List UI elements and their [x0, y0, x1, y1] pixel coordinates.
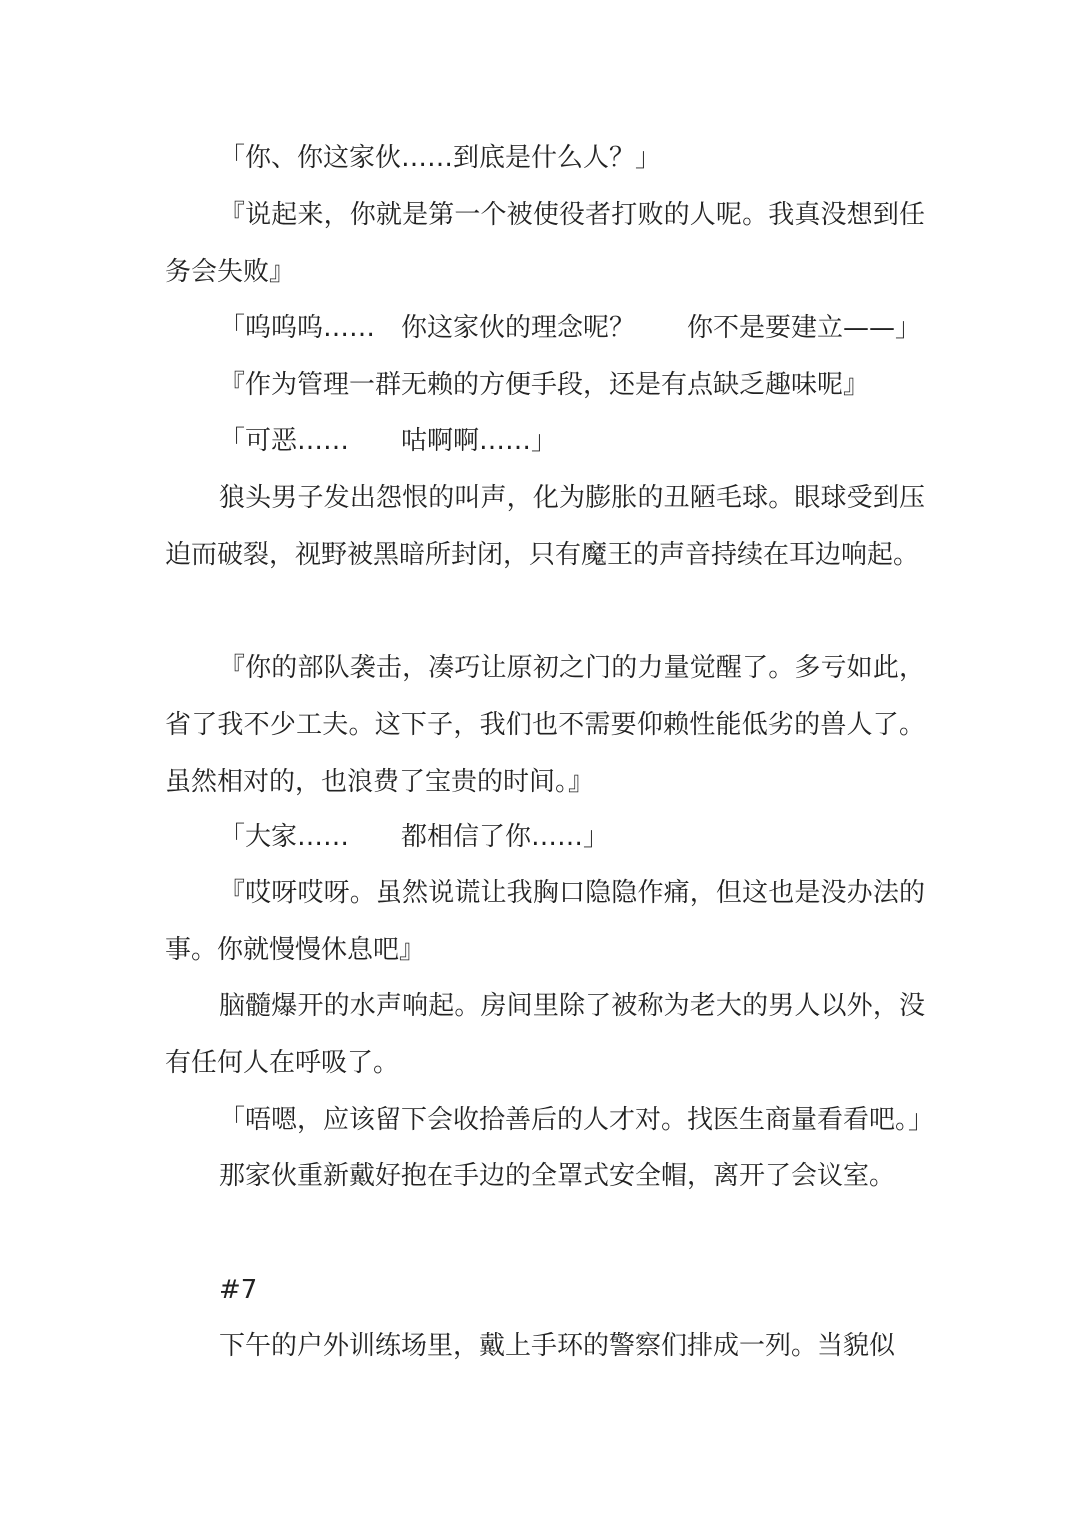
paragraph-2: 『说起来，你就是第一个被使役者打败的人呢。我真没想到任务会失败』	[165, 200, 925, 287]
section-heading: #7	[219, 1275, 258, 1305]
paragraph-4: 『作为管理一群无赖的方便手段，还是有点缺乏趣味呢』	[219, 370, 870, 400]
paragraph-11: 「唔嗯，应该留下会收拾善后的人才对。找医生商量看看吧。」	[219, 1105, 935, 1135]
paragraph-12: 那家伙重新戴好抱在手边的全罩式安全帽，离开了会议室。	[219, 1161, 896, 1191]
paragraph-1: 「你、你这家伙……到底是什么人？」	[219, 143, 662, 173]
paragraph-3: 「呜呜呜…… 你这家伙的理念呢？ 你不是要建立——」	[219, 313, 922, 343]
paragraph-8: 「大家…… 都相信了你……」	[219, 822, 610, 852]
paragraph-10: 脑髓爆开的水声响起。房间里除了被称为老大的男人以外，没有任何人在呼吸了。	[165, 991, 925, 1078]
paragraph-7: 『你的部队袭击，凑巧让原初之门的力量觉醒了。多亏如此，省了我不少工夫。这下子，我们也不需要仰赖性能低劣的兽人了。虽然相对的，也浪费了宝贵的时间。』	[165, 653, 925, 797]
paragraph-5: 「可恶…… 咕啊啊……」	[219, 426, 558, 456]
paragraph-9: 『哎呀哎呀。虽然说谎让我胸口隐隐作痛，但这也是没办法的事。你就慢慢休息吧』	[165, 878, 925, 965]
paragraph-6: 狼头男子发出怨恨的叫声，化为膨胀的丑陋毛球。眼球受到压迫而破裂，视野被黑暗所封闭，只有魔王的声音持续在耳边响起。	[165, 483, 925, 570]
paragraph-13: 下午的户外训练场里，戴上手环的警察们排成一列。当貌似	[219, 1331, 896, 1361]
